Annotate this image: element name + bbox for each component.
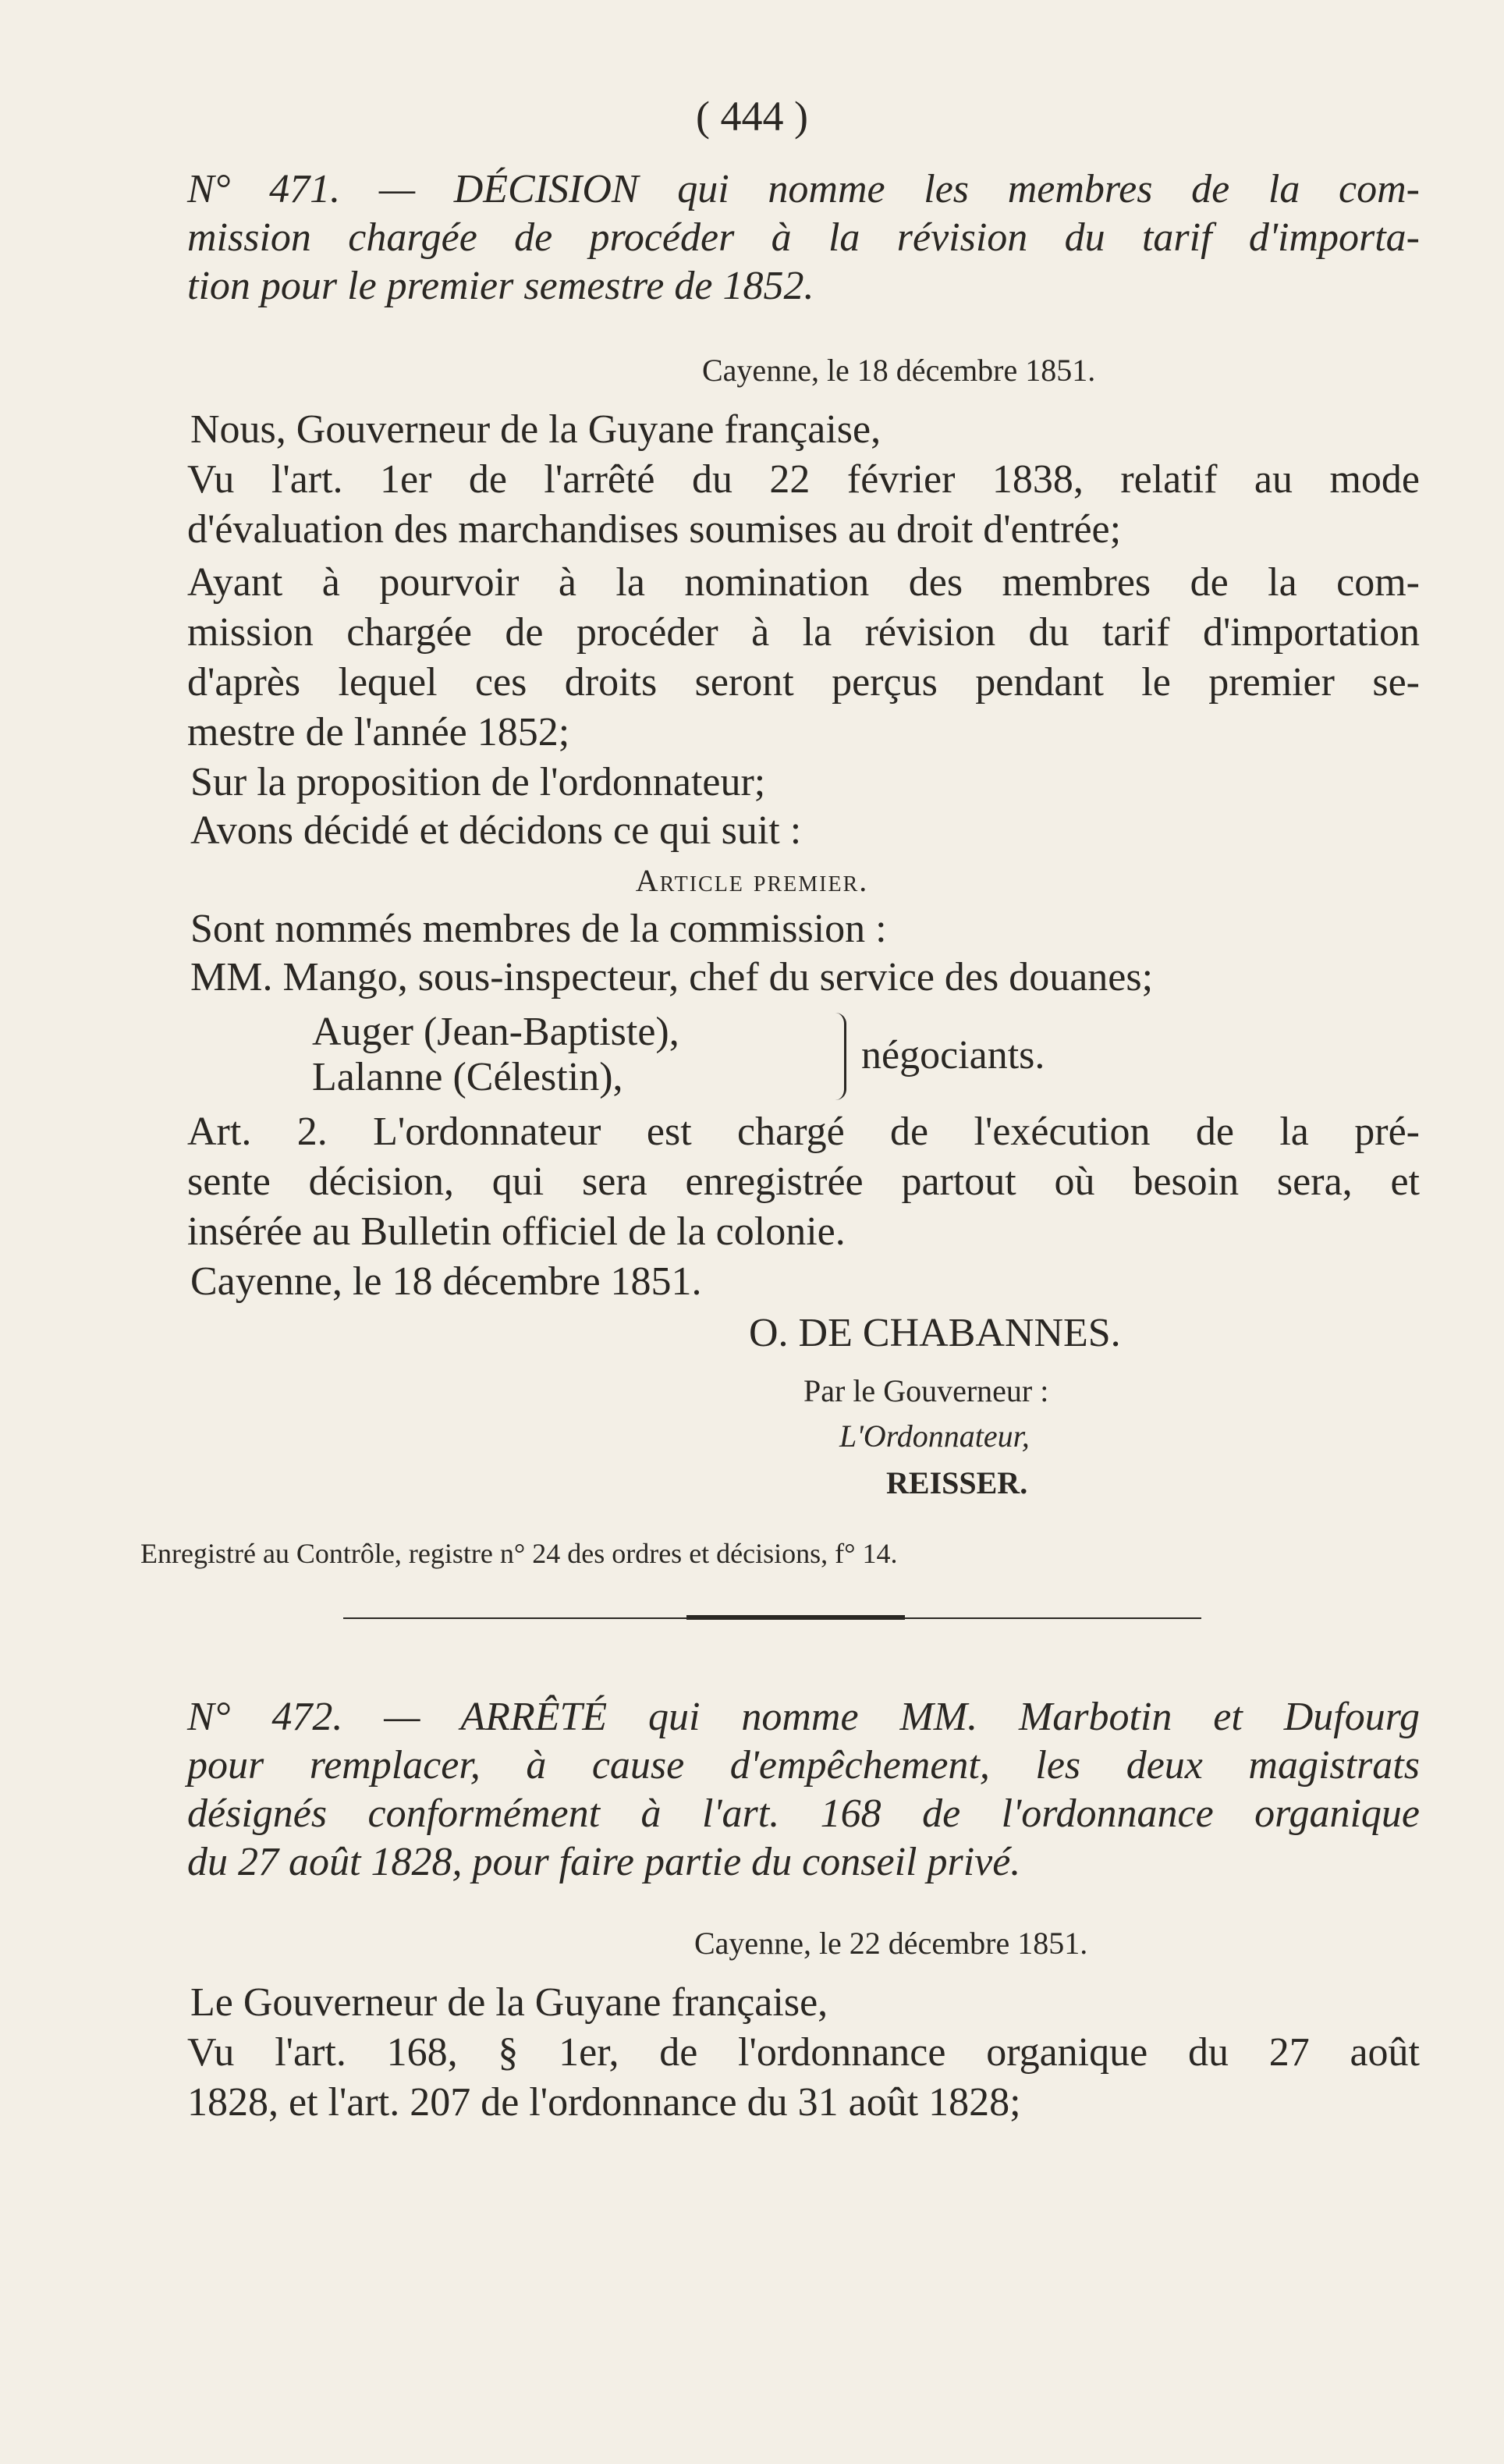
ayant-line-2: mission chargée de procéder à la révision du tarif d'importation (187, 610, 1420, 655)
le-gouverneur-line: Le Gouverneur de la Guyane française, (190, 1980, 828, 2025)
decision-471-dateline: Cayenne, le 18 décembre 1851. (702, 353, 1096, 388)
member-auger: Auger (Jean-Baptiste), (312, 1010, 679, 1054)
ayant-line-4: mestre de l'année 1852; (187, 710, 570, 754)
art2-line-3: insérée au Bulletin officiel de la colonie. (187, 1209, 846, 1254)
decision-471-title-line-2: mission chargée de procéder à la révision du tarif d'importa- (187, 215, 1420, 260)
page-number: ( 444 ) (696, 93, 808, 140)
arrete-vu-line-2: 1828, et l'art. 207 de l'ordonnance du 31 août 1828; (187, 2080, 1021, 2125)
member-lalanne: Lalanne (Célestin), (312, 1055, 623, 1099)
art2-line-2: sente décision, qui sera enregistrée partout où besoin sera, et (187, 1159, 1420, 1204)
reisser-signature: REISSER. (886, 1465, 1028, 1500)
sont-line: Sont nommés membres de la commission : (190, 907, 887, 951)
ayant-line-1: Ayant à pourvoir à la nomination des membres de la com- (187, 560, 1420, 605)
mm-line: MM. Mango, sous-inspecteur, chef du service des douanes; (190, 955, 1154, 999)
arrete-472-title-line-4: du 27 août 1828, pour faire partie du conseil privé. (187, 1840, 1021, 1884)
closing-dateline: Cayenne, le 18 décembre 1851. (190, 1259, 702, 1304)
arrete-472-title-line-1: N° 472. — ARRÊTÉ qui nomme MM. Marbotin et Dufourg (187, 1695, 1420, 1739)
article-heading: Article premier. (635, 863, 869, 898)
decision-471-title-line-1: N° 471. — DÉCISION qui nomme les membres de la com- (187, 167, 1420, 211)
decision-471-title-line-3: tion pour le premier semestre de 1852. (187, 264, 814, 308)
arrete-472-dateline: Cayenne, le 22 décembre 1851. (694, 1926, 1088, 1961)
vu-line-1: Vu l'art. 1er de l'arrêté du 22 février 1838, relatif au mode (187, 457, 1420, 502)
negociants-label: négociants. (861, 1033, 1045, 1078)
arrete-472-title-line-2: pour remplacer, à cause d'empêchement, les deux magistrats (187, 1743, 1420, 1788)
brace-icon (825, 1013, 846, 1100)
ordonnateur-label: L'Ordonnateur, (839, 1418, 1030, 1454)
arrete-472-title-line-3: désignés conformément à l'art. 168 de l'ordonnance organique (187, 1791, 1420, 1836)
sur-line: Sur la proposition de l'ordonnateur; (190, 760, 766, 804)
ayant-line-3: d'après lequel ces droits seront perçus pendant le premier se- (187, 660, 1420, 705)
art2-line-1: Art. 2. L'ordonnateur est chargé de l'exécution de la pré- (187, 1110, 1420, 1154)
vu-line-2: d'évaluation des marchandises soumises au droit d'entrée; (187, 507, 1122, 552)
section-divider-center (686, 1615, 905, 1620)
signature: O. DE CHABANNES. (749, 1311, 1121, 1355)
avons-line: Avons décidé et décidons ce qui suit : (190, 808, 802, 853)
enregistre-line: Enregistré au Contrôle, registre n° 24 des ordres et décisions, f° 14. (140, 1538, 898, 1569)
nous-line: Nous, Gouverneur de la Guyane française, (190, 407, 881, 452)
par-le-gouverneur: Par le Gouverneur : (803, 1373, 1049, 1408)
arrete-vu-line-1: Vu l'art. 168, § 1er, de l'ordonnance organique du 27 août (187, 2030, 1420, 2075)
